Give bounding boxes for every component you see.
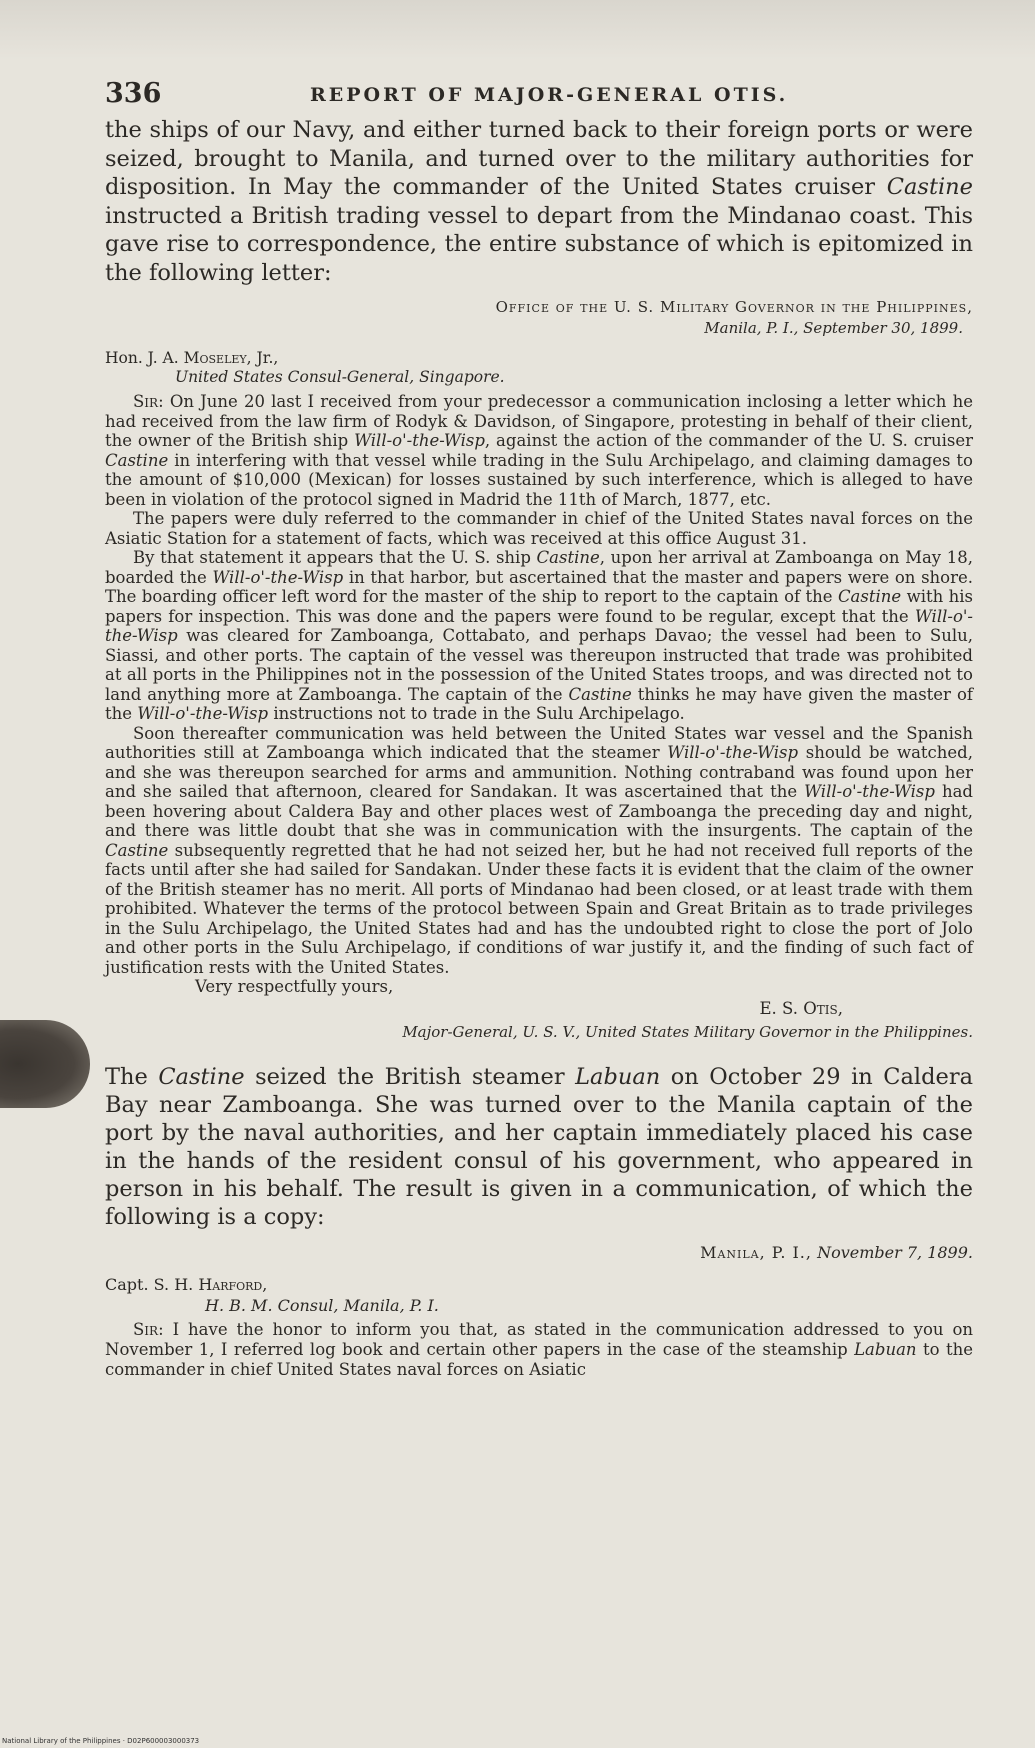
letter1-paragraph-2: The papers were duly referred to the commander in chief of the United States naval forces on the Asiatic Station for a statement of facts, which was received at this office August 31.: [105, 509, 973, 548]
running-head: [105, 78, 973, 116]
second-paragraph: The Castine seized the British steamer Labuan on October 29 in Caldera Bay near Zamboanga. She was turned over to the Manila captain of the port by the naval authorities, and her captain immediately placed his case in the hands of the resident consul of his government, who appeared in person in his behalf. The result is given in a communication, of which the following is a copy:: [105, 1063, 973, 1230]
scan-footer: National Library of the Philippines · D02P600003000373: [2, 1737, 200, 1745]
intro-paragraph: the ships of our Navy, and either turned back to their foreign ports or were seized, brought to Manila, and turned over to the military authorities for disposition. In May the commander of the United States cruiser Castine instructed a British trading vessel to depart from the Mindanao coast. This gave rise to correspondence, the entire substance of which is epitomized in the following letter:: [105, 117, 973, 286]
scan-top-shade: [0, 0, 1035, 60]
letter1-office: Office of the U. S. Military Governor in the Philippines,: [495, 298, 973, 316]
letter1-dateline: [105, 297, 973, 339]
letter1-paragraph-3: By that statement it appears that the U. S. ship Castine, upon her arrival at Zamboanga on May 18, boarded the Will-o'-the-Wisp in that harbor, but ascertained that the master and papers were on shore. The boarding officer left word for the master of the ship to report to the captain of the Castine with his papers for inspection. This was done and the papers were found to be regular, except that the Will-o'-the-Wisp was cleared for Zamboanga, Cottabato, and perhaps Davao; the vessel had been to Sulu, Siassi, and other ports. The captain of the vessel was thereupon instructed that trade was prohibited at all ports in the Philippines not in the possession of the United States troops, and was directed not to land anything more at Zamboanga. The captain of the Castine thinks he may have given the master of the Will-o'-the-Wisp instructions not to trade in the Sulu Archipelago.: [105, 548, 973, 723]
letter1-body: [105, 392, 973, 977]
report-page: [105, 78, 973, 1380]
letter2-addressee: Capt. S. H. Harford, H. B. M. Consul, Manila, P. I.: [105, 1274, 439, 1315]
page-number: 336: [105, 78, 162, 109]
letter1-addressee: Hon. J. A. Moseley, Jr., United States Consul-General, Singapore.: [105, 349, 505, 386]
letter1-signature-title: Major-General, U. S. V., United States Military Governor in the Philippines.: [402, 1022, 973, 1041]
running-title: REPORT OF MAJOR-GENERAL OTIS.: [310, 84, 789, 106]
letter1-place-date: Manila, P. I., September 30, 1899.: [704, 319, 963, 337]
scanner-thumb: [0, 1020, 90, 1108]
letter2-body: Sir: I have the honor to inform you that, as stated in the communication addressed to you on November 1, I referred log book and certain other papers in the case of the steamship Labuan to the commander in chief United States naval forces on Asiatic: [105, 1319, 973, 1379]
letter1-closing: Very respectfully yours,: [195, 977, 394, 996]
letter1-paragraph-1: Sir: On June 20 last I received from your predecessor a communication inclosing a letter which he had received from the law firm of Rodyk & Davidson, of Singapore, protesting in behalf of their client, the owner of the British ship Will-o'-the-Wisp, against the action of the commander of the U. S. cruiser Castine in interfering with that vessel while trading in the Sulu Archipelago, and claiming damages to the amount of $10,000 (Mexican) for losses sustained by such interference, which is alleged to have been in violation of the protocol signed in Madrid the 11th of March, 1877, etc.: [105, 392, 973, 509]
letter1-paragraph-4: Soon thereafter communication was held between the United States war vessel and the Spanish authorities still at Zamboanga which indicated that the steamer Will-o'-the-Wisp should be watched, and she was thereupon searched for arms and ammunition. Nothing contraband was found upon her and she sailed that afternoon, cleared for Sandakan. It was ascertained that the Will-o'-the-Wisp had been hovering about Caldera Bay and other places west of Zamboanga the preceding day and night, and there was little doubt that she was in communication with the insurgents. The captain of the Castine subsequently regretted that he had not seized her, but he had not received full reports of the facts until after she had sailed for Sandakan. Under these facts it is evident that the claim of the owner of the British steamer has no merit. All ports of Mindanao had been closed, or at least trade with them prohibited. Whatever the terms of the protocol between Spain and Great Britain as to trade privileges in the Sulu Archipelago, the United States had and has the undoubted right to close the port of Jolo and other ports in the Sulu Archipelago, if conditions of war justify it, and the finding of such fact of justification rests with the United States.: [105, 723, 973, 977]
letter2-dateline: Manila, P. I., November 7, 1899.: [700, 1242, 973, 1262]
letter1-signature: E. S. Otis,: [759, 998, 843, 1018]
